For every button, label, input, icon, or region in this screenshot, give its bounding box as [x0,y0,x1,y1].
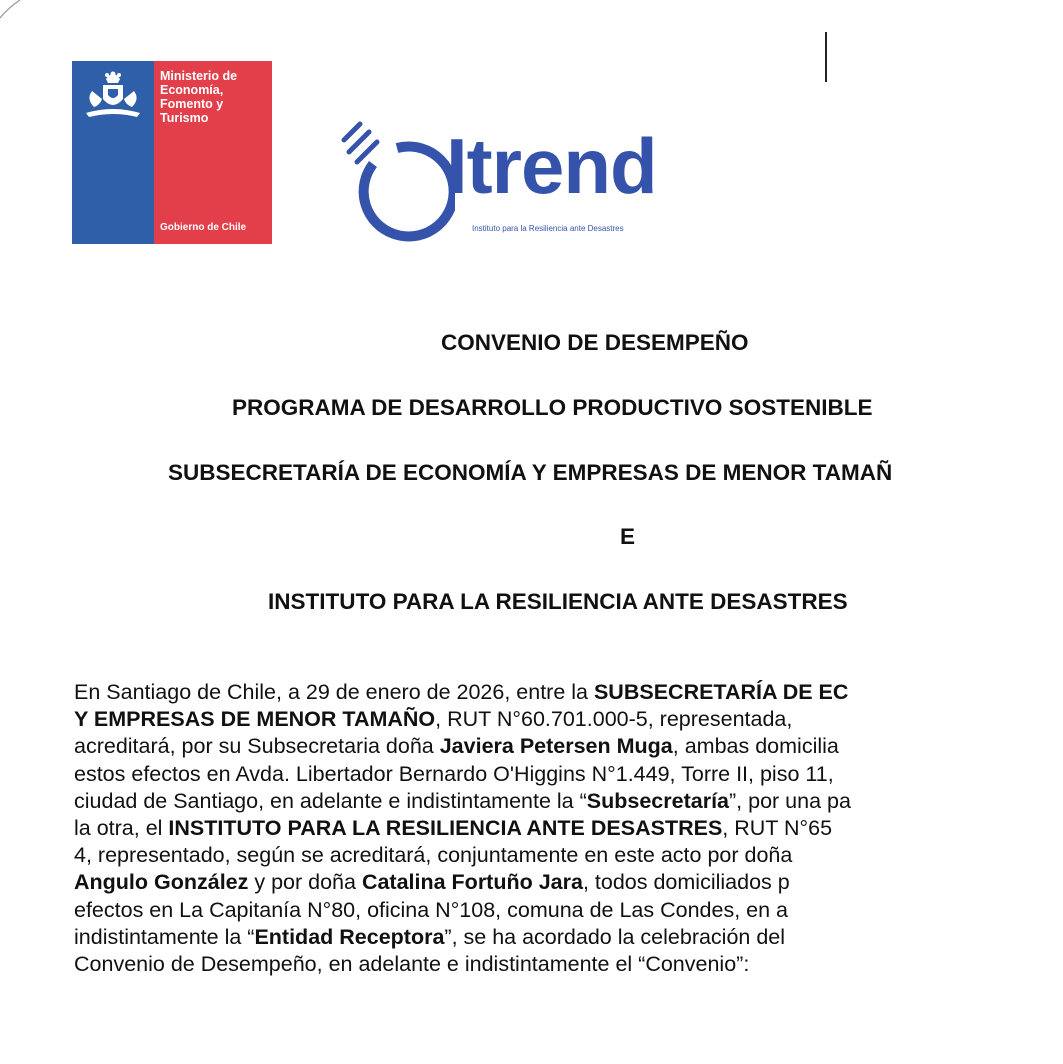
paragraph-line: indistintamente la “Entidad Receptora”, se ha acordado la celebración del [74,924,786,949]
logo-blue-panel [72,61,154,244]
paragraph-line: 4, representado, según se acreditará, conjuntamente en este acto por doña [74,843,793,868]
gobierno-de-chile-label: Gobierno de Chile [160,222,247,233]
paragraph-line: estos efectos en Avda. Libertador Bernardo O'Higgins N°1.449, Torre II, piso 11, [74,761,834,786]
paragraph-line: En Santiago de Chile, a 29 de enero de 2026, entre la SUBSECRETARÍA DE EC [74,680,849,704]
paragraph-line: acreditará, por su Subsecretaria doña Javiera Petersen Muga, ambas domicilia [74,734,839,759]
paragraph-line: Convenio de Desempeño, en adelante e indistintamente el “Convenio”: [74,952,750,977]
title-programa: PROGRAMA DE DESARROLLO PRODUCTIVO SOSTENIBLE [232,395,873,420]
vertical-separator [825,32,827,82]
title-convenio: CONVENIO DE DESEMPEÑO [441,330,749,355]
paragraph-line: ciudad de Santiago, en adelante e indistintamente la “Subsecretaría”, por una pa [74,788,851,813]
paragraph-line: Angulo González y por doña Catalina Fortuño Jara, todos domiciliados p [74,870,790,895]
ministerio-economia-logo [72,61,272,244]
itrend-subtitle: Instituto para la Resiliencia ante Desastres [472,224,624,233]
title-subsecretaria: SUBSECRETARÍA DE ECONOMÍA Y EMPRESAS DE MENOR TAMAÑ [168,460,893,485]
ministerio-name: Ministerio de Economía, Fomento y Turismo [160,69,238,125]
paragraph-line: Y EMPRESAS DE MENOR TAMAÑO, RUT N°60.701.000-5, representada, [74,707,793,732]
paragraph-line: efectos en La Capitanía N°80, oficina N°108, comuna de Las Condes, en a [74,897,789,922]
logo-red-panel [154,61,272,244]
itrend-ring-icon [335,118,455,248]
title-instituto: INSTITUTO PARA LA RESILIENCIA ANTE DESASTRES [268,589,848,614]
paragraph-line: la otra, el INSTITUTO PARA LA RESILIENCIA ANTE DESASTRES, RUT N°65 [74,816,833,841]
itrend-wordmark: Itrend [446,122,657,210]
coat-of-arms-icon [82,69,144,125]
agreement-paragraph [74,679,1063,978]
title-conjunction: E [620,524,636,549]
scan-corner-mark [0,0,24,24]
itrend-logo [335,118,695,248]
